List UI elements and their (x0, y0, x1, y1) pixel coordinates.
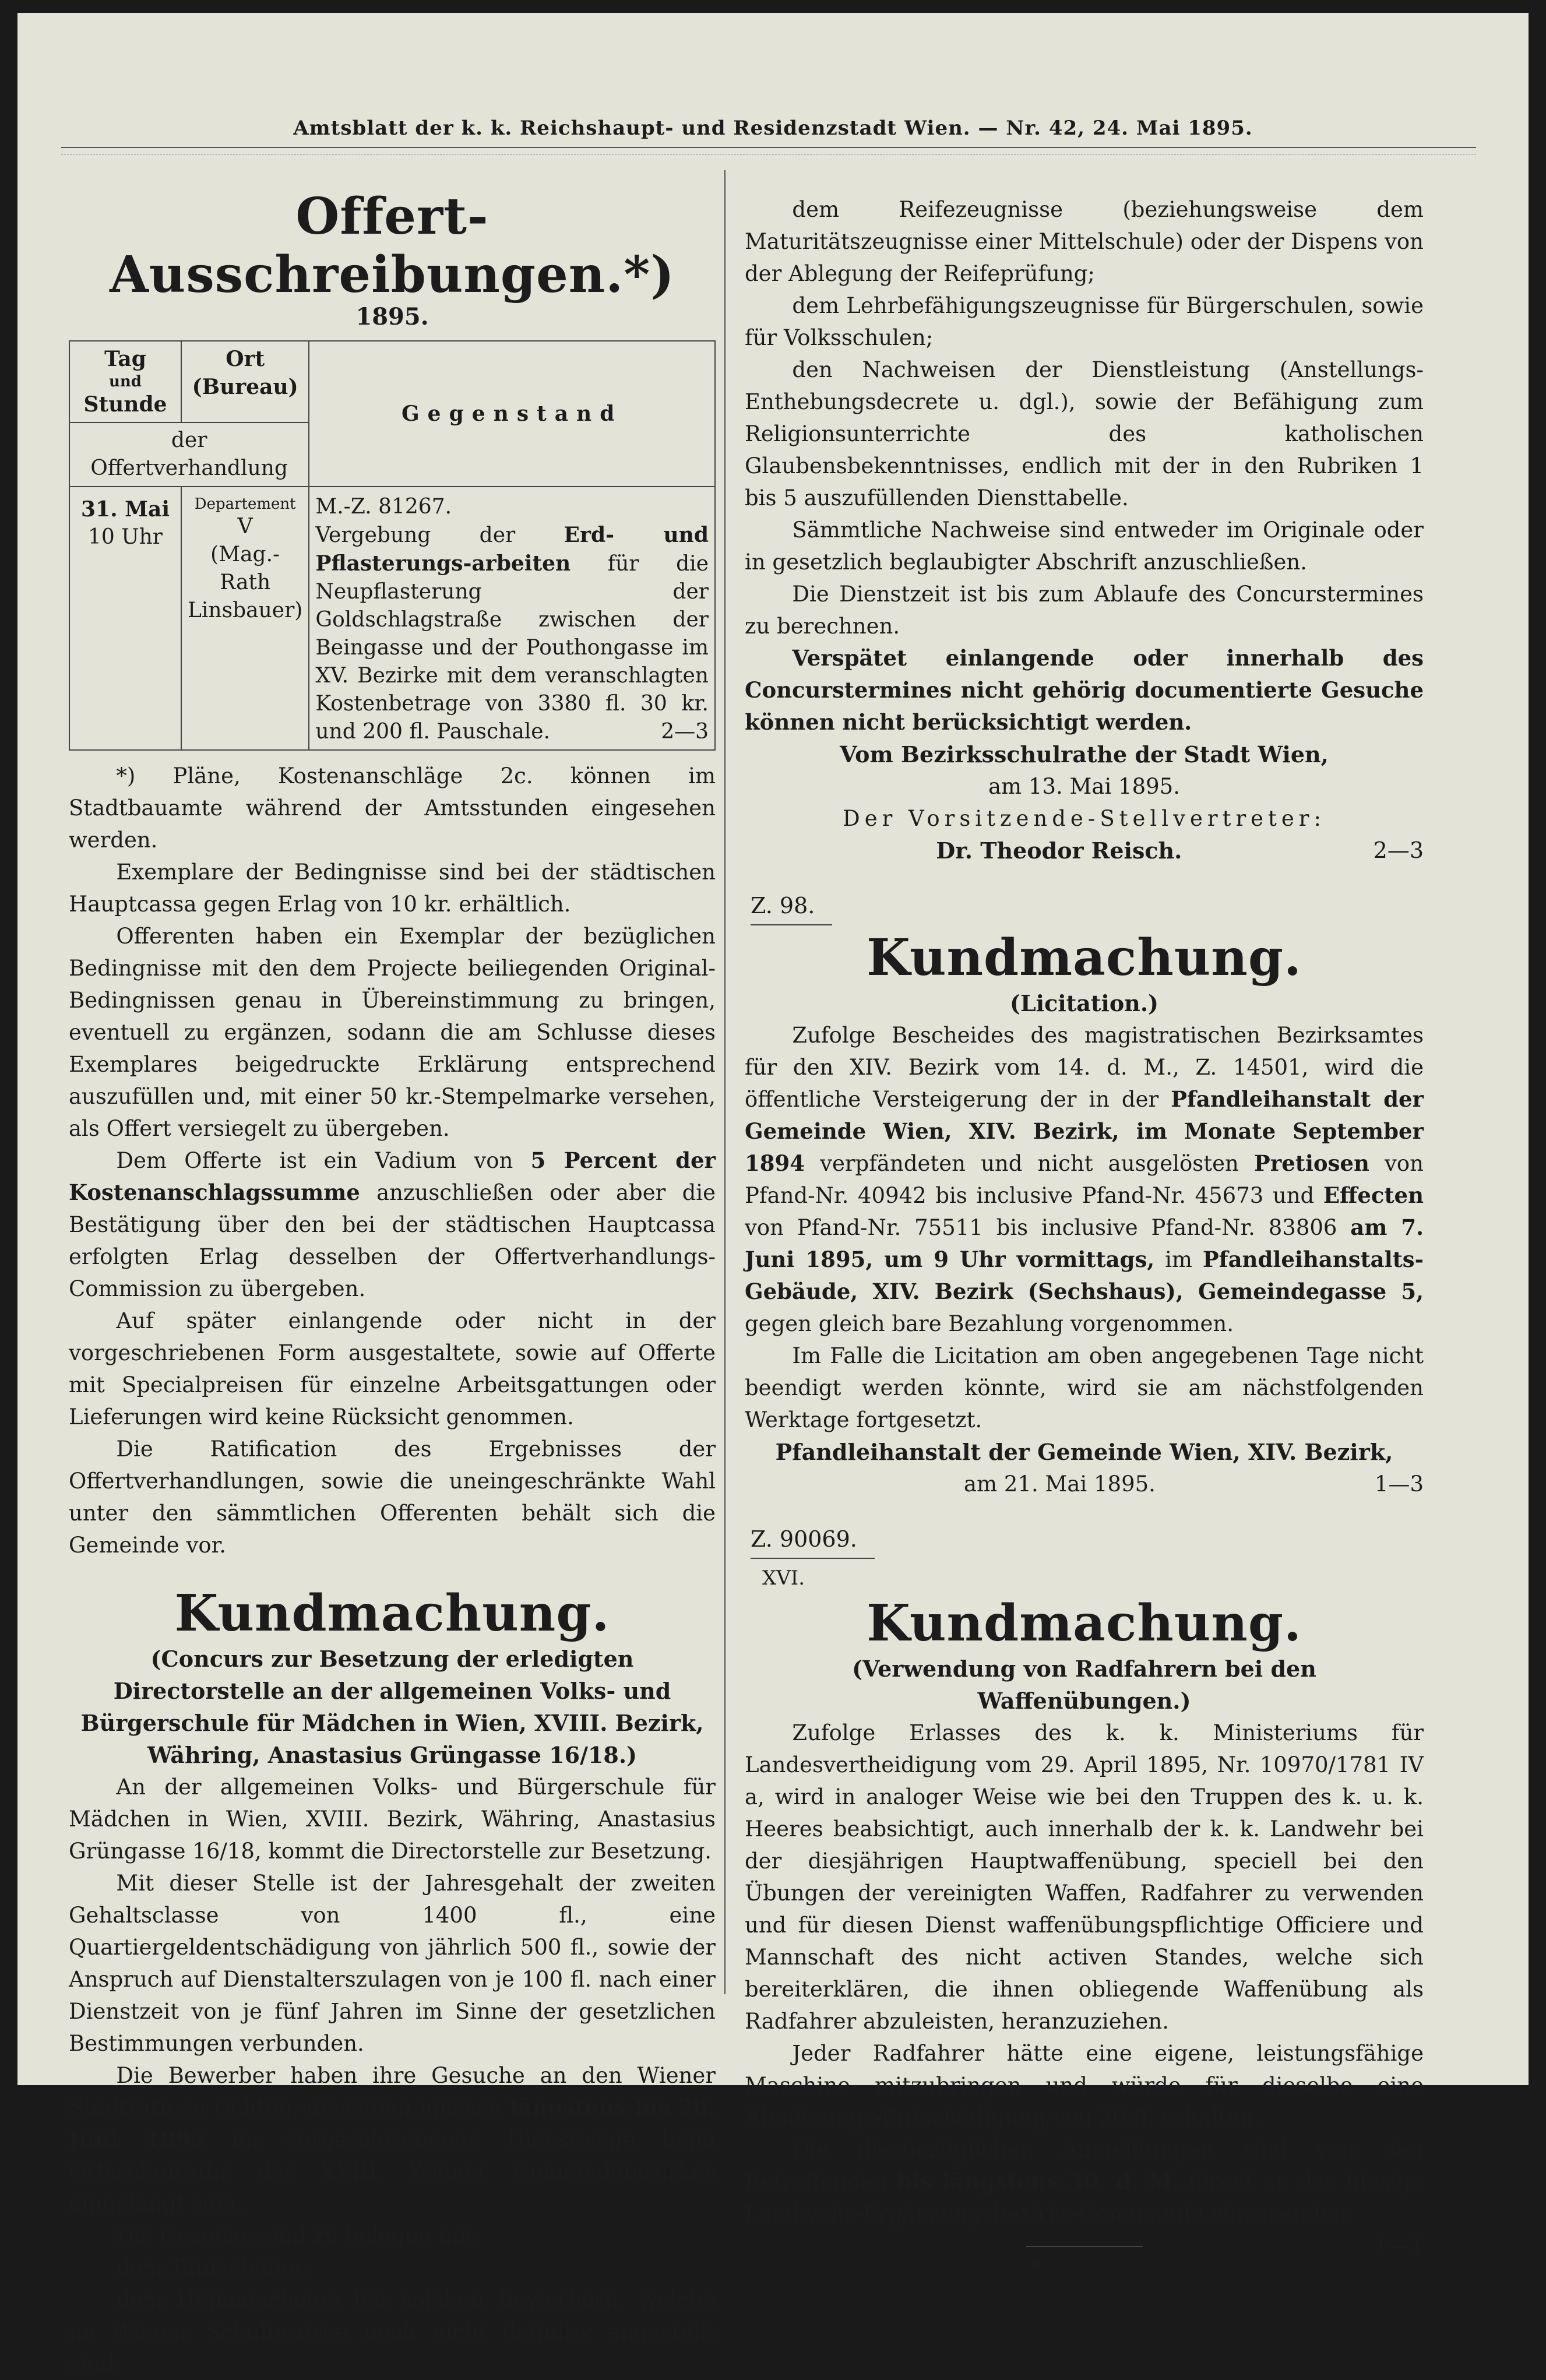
kundmachung-2-ref: Z. 98. (751, 890, 832, 925)
kundmachung-2-date-line: am 21. Mai 1895. 1—3 (963, 1471, 1424, 1497)
kundmachung-1-p3: Die Bewerber haben ihre Gesuche an den Wiener Stadtrath zu richten; dieselben müssen längstens bis 20. Juni 1895 im vorgeschriebenen Dienstwege beim Ortsschulrathe des XVIII. Wiener Gemeindebezirkes eingelangt sein. (69, 2063, 716, 2216)
kundmachung-2-title: Kundmachung. (867, 928, 1302, 987)
kundmachung-2-subtitle: (Licitation.) (1009, 990, 1159, 1016)
row-date: 31. Mai 10 Uhr (69, 487, 181, 750)
offert-table (69, 340, 716, 751)
right-c2: dem Lehrbefähigungszeugnisse für Bürgerschulen, sowie für Volksschulen; (745, 293, 1424, 350)
kundmachung-1-item-1: dem Taufscheine; (116, 2255, 308, 2280)
signature-role: Der Vorsitzende-Stellvertreter: (843, 806, 1326, 831)
footnote-1: *) Pläne, Kostenanschläge 2c. können im Stadtbauamte während der Amtsstunden eingesehen werden. (69, 763, 716, 853)
kundmachung-2-signature: Pfandleihanstalt der Gemeinde Wien, XIV. Bezirk, (775, 1439, 1393, 1465)
col-date-header: Tag und Stunde (69, 341, 181, 423)
kundmachung-1-title: Kundmachung. (174, 1584, 610, 1643)
kundmachung-3-ref: Z. 90069. (751, 1523, 875, 1559)
row-place: Departement V (Mag.-Rath Linsbauer) (181, 487, 309, 750)
right-column (745, 193, 1424, 2285)
footnote-3: Offerenten haben ein Exemplar der bezüglichen Bedingnisse mit den dem Projecte beiliegenden Original-Bedingnissen genau in Übereinstimmung zu bringen, eventuell zu ergänzen, sodann die am Schlusse dieses Exemplares beigedruckte Erklärung entsprechend auszufüllen und, mit einer 50 kr.-Stempelmarke versehen, als Offert versiegelt zu übergeben. (69, 924, 716, 1141)
kundmachung-3-title: Kundmachung. (867, 1594, 1302, 1653)
kundmachung-1-p2: Mit dieser Stelle ist der Jahresgehalt der zweiten Gehaltsclasse von 1400 fl., eine Quartiergeldentschädigung von jährlich 500 fl., sowie der Anspruch auf Dienstalterszulagen von je 100 fl. nach einer Dienstzeit von je fünf Jahren im Sinne der gesetzlichen Bestimmungen verbunden. (69, 1871, 716, 2056)
column-divider (724, 170, 726, 1994)
col-place-header: Ort (Bureau) (181, 341, 309, 423)
signature-authority: Vom Bezirksschulrathe der Stadt Wien, (840, 741, 1329, 767)
kundmachung-2-p2: Im Falle die Licitation am oben angegebenen Tage nicht beendigt werden könnte, wird sie am nächstfolgenden Werktage fortgesetzt. (745, 1343, 1424, 1432)
kundmachung-1-subtitle: (Concurs zur Besetzung der erledigten Directorstelle an der allgemeinen Volks- und Bürgerschule für Mädchen in Wien, XVIII. Bezirk, Währing, Anastasius Grüngasse 16/18.) (80, 1646, 704, 1768)
end-asterisk: * (1030, 2255, 1042, 2282)
right-c1: dem Reifezeugnisse (beziehungsweise dem Maturitätszeugnisse einer Mittelschule) oder der Dispens von der Ablegung der Reifeprüfung; (745, 197, 1424, 286)
kundmachung-3-ref2: XVI. (762, 1566, 805, 1590)
page-header: Amtsblatt der k. k. Reichshaupt- und Residenzstadt Wien. — Nr. 42, 24. Mai 1895. (293, 117, 1253, 140)
offert-title: Offert-Ausschreibungen.*) (110, 187, 675, 304)
signature-date: am 13. Mai 1895. (988, 774, 1180, 799)
right-c6: Verspätet einlangende oder innerhalb des Concurstermines nicht gehörig documentierte Gesuche können nicht berücksichtigt werden. (745, 645, 1424, 735)
kundmachung-3-p2: Jeder Radfahrer hätte eine eigene, leistungsfähige Maschine mitzubringen und würde für dieselbe eine Abnützungs-Entschädigung von 20 fl. erhalten. (745, 2041, 1424, 2130)
left-column (69, 170, 716, 2380)
footnote-block (69, 760, 716, 1561)
footnote-5: Die Ratification des Ergebnisses der Offertverhandlungen, sowie die uneingeschränkte Wahl unter den sämmtlichen Offerenten behält sich die Gemeinde vor. (69, 1437, 716, 1558)
kundmachung-3-p3: Die diesbezüglichen Anmeldungen sind von den Betreffenden bis längstens 30. d. M. direct an das hiesige Landwehr-Ergänzungsbezirks-Commando einzusenden. 1—1 (745, 2137, 1424, 2258)
newspaper-page (17, 13, 1529, 2377)
row-subject: M.-Z. 81267. Vergebung der Erd- und Pflasterungs-arbeiten für die Neupflasterung der Goldschlagstraße zwischen der Beingasse und der Pouthongasse im XV. Bezirke mit dem veranschlagten Kostenbetrage von 3380 fl. 30 kr. und 200 fl. Pauschale. 2—3 (309, 487, 715, 750)
signature-name-line: Dr. Theodor Reisch. 2—3 (936, 837, 1424, 864)
footnote-2: Exemplare der Bedingnisse sind bei der städtischen Hauptcassa gegen Erlag von 10 kr. erhältlich. (69, 860, 716, 917)
kundmachung-1-item-2: dem Heimatscheine bei solchen Bewerbern, welche im Wiener Schulbezirke noch nicht definitiv angestellt sind; (69, 2287, 716, 2377)
kundmachung-1-p4: Die Gesuche sind zu belegen mit: (116, 2223, 482, 2248)
kundmachung-1-p1: An der allgemeinen Volks- und Bürgerschule für Mädchen in Wien, XVIII. Bezirk, Währing, Anastasius Grüngasse 16/18, kommt die Directorstelle zur Besetzung. (69, 1775, 716, 1864)
header-rule (61, 147, 1476, 154)
right-c4: Sämmtliche Nachweise sind entweder im Originale oder in gesetzlich beglaubigter Abschrift anzuschließen. (745, 517, 1424, 575)
kundmachung-3-p1: Zufolge Erlasses des k. k. Ministeriums für Landesvertheidigung vom 29. April 1895, Nr. 10970/1781 IV a, wird in analoger Weise wie bei den Truppen des k. u. k. Heeres beabsichtigt, auch innerhalb der k. k. Landwehr bei der diesjährigen Hauptwaffenübung, speciell bei den Übungen der vereinigten Waffen, Radfahrer zu verwenden und für diesen Dienst waffenübungspflichtige Officiere und Mannschaft des nicht activen Standes, welche sich bereiterklären, die ihnen obliegende Waffenübung als Radfahrer abzuleisten, heranzuziehen. (745, 1720, 1424, 2034)
col-subject-header: Gegenstand (309, 341, 715, 487)
end-rule (1026, 2246, 1143, 2247)
right-c5: Die Dienstzeit ist bis zum Ablaufe des Concurstermines zu berechnen. (745, 582, 1424, 639)
kundmachung-3-subtitle: (Verwendung von Radfahrern bei den Waffenübungen.) (852, 1656, 1316, 1714)
right-c3: den Nachweisen der Dienstleistung (Anstellungs-Enthebungsdecrete u. dgl.), sowie der Befähigung zum Religionsunterrichte des katholischen Glaubensbekenntnisses, endlich mit der in den Rubriken 1 bis 5 auszufüllenden Diensttabelle. (745, 357, 1424, 510)
footnote-vadium: Dem Offerte ist ein Vadium von 5 Percent der Kostenanschlagssumme anzuschließen oder aber die Bestätigung über den bei der städtischen Hauptcassa erfolgten Erlag desselben der Offertverhandlungs-Commission zu übergeben. (69, 1147, 716, 1301)
kundmachung-2-p1: Zufolge Bescheides des magistratischen Bezirksamtes für den XIV. Bezirk vom 14. d. M., Z. 14501, wird die öffentliche Versteigerung der in der Pfandleihanstalt der Gemeinde Wien, XIV. Bezirk, im Monate September 1894 verpfändeten und nicht ausgelösten Pretiosen von Pfand-Nr. 40942 bis inclusive Pfand-Nr. 45673 und Effecten von Pfand-Nr. 75511 bis inclusive Pfand-Nr. 83806 am 7. Juni 1895, um 9 Uhr vormittags, im Pfandleihanstalts-Gebäude, XIV. Bezirk (Sechshaus), Gemeindegasse 5, gegen gleich bare Bezahlung vorgenommen. (745, 1023, 1424, 1336)
offert-year: 1895. (355, 303, 429, 330)
footnote-4: Auf später einlangende oder nicht in der vorgeschriebenen Form ausgestaltete, sowie auf Offerte mit Specialpreisen für einzelne Arbeitsgattungen oder Lieferungen wird keine Rücksicht genommen. (69, 1308, 716, 1430)
span-header: der Offertverhandlung (69, 423, 309, 487)
